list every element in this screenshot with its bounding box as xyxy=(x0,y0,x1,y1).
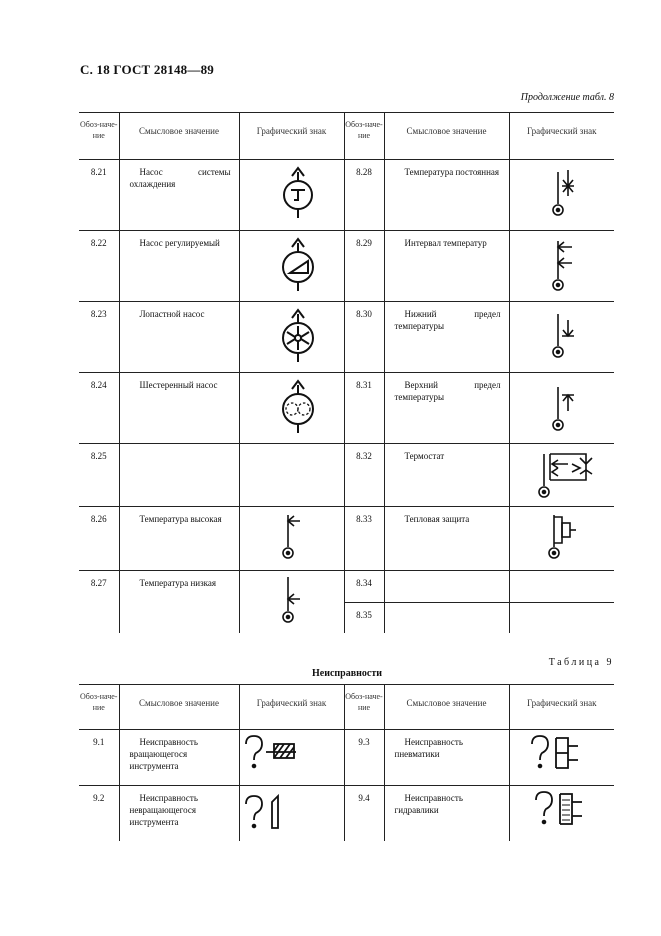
row-meaning: Неисправность невращающегося инструмента xyxy=(119,786,239,842)
row-meaning: Лопастной насос xyxy=(119,302,239,373)
table-9-label: Таблица 9 xyxy=(548,657,614,668)
row-number: 9.1 xyxy=(93,737,105,747)
row-meaning: Температура высокая xyxy=(119,507,239,571)
row-meaning: Неисправность вращающегося инструмента xyxy=(119,730,239,786)
row-number: 8.25 xyxy=(90,451,107,461)
col-header-sign: Графический знак xyxy=(239,685,344,730)
row-number: 9.3 xyxy=(344,730,384,786)
row-number: 8.32 xyxy=(344,444,384,507)
col-header-num: Обоз-наче-ние xyxy=(344,113,384,160)
col-header-sign: Графический знак xyxy=(239,113,344,160)
table-8 xyxy=(79,112,614,633)
temp-upper-limit-icon xyxy=(510,373,615,443)
col-header-meaning: Смысловое значение xyxy=(384,113,509,160)
row-number: 8.34 xyxy=(344,571,384,603)
row-meaning: Шестеренный насос xyxy=(119,373,239,444)
col-header-num: Обоз-наче-ние xyxy=(80,692,118,712)
hydraulics-fault-icon xyxy=(510,786,615,841)
col-header-num: Обоз-наче-ние xyxy=(80,120,118,140)
temp-constant-icon xyxy=(510,160,615,230)
row-number: 8.31 xyxy=(344,373,384,444)
temp-high-icon xyxy=(240,507,345,570)
row-meaning: Тепловая защита xyxy=(384,507,509,571)
row-number: 8.28 xyxy=(344,160,384,231)
table-row xyxy=(79,160,614,231)
rotating-tool-fault-icon xyxy=(240,730,345,785)
row-meaning: Верхний предел температуры xyxy=(384,373,509,444)
col-header-sign: Графический знак xyxy=(509,685,614,730)
nonrotating-tool-fault-icon xyxy=(240,786,345,841)
row-number: 9.4 xyxy=(344,786,384,842)
table-row xyxy=(79,373,614,444)
row-meaning: Термостат xyxy=(384,444,509,507)
row-number: 8.29 xyxy=(344,231,384,302)
row-meaning: Интервал температур xyxy=(384,231,509,302)
pump-adjustable-icon xyxy=(240,231,345,301)
row-meaning: Температура постоянная xyxy=(384,160,509,231)
gear-pump-icon xyxy=(240,373,345,443)
col-header-meaning: Смысловое значение xyxy=(119,113,239,160)
table-continuation-label: Продолжение табл. 8 xyxy=(520,92,614,103)
col-header-meaning: Смысловое значение xyxy=(119,685,239,730)
table-row xyxy=(79,507,614,571)
table-row xyxy=(79,786,614,842)
row-number: 8.30 xyxy=(344,302,384,373)
col-header-sign: Графический знак xyxy=(509,113,614,160)
page-header: С. 18 ГОСТ 28148—89 xyxy=(80,62,214,77)
table-row xyxy=(79,302,614,373)
table-row xyxy=(79,571,614,603)
table-row xyxy=(79,730,614,786)
pump-cooling-icon xyxy=(240,160,345,230)
thermal-protection-icon xyxy=(510,507,615,570)
row-number: 8.24 xyxy=(90,380,107,390)
row-meaning xyxy=(384,603,509,633)
row-meaning: Нижний предел температуры xyxy=(384,302,509,373)
row-number: 8.33 xyxy=(344,507,384,571)
vane-pump-icon xyxy=(240,302,345,372)
row-meaning: Насос системы охлаждения xyxy=(119,160,239,231)
thermostat-icon xyxy=(510,444,615,506)
row-meaning: Температура низкая xyxy=(119,571,239,634)
table-row xyxy=(79,444,614,507)
row-number: 8.27 xyxy=(90,578,107,588)
table-9-title: Неисправности xyxy=(311,668,382,679)
row-number: 9.2 xyxy=(93,793,105,803)
row-meaning xyxy=(119,444,239,507)
col-header-num: Обоз-наче-ние xyxy=(344,685,384,730)
table-row xyxy=(79,231,614,302)
row-number: 8.22 xyxy=(90,238,107,248)
row-number: 8.23 xyxy=(90,309,107,319)
pneumatics-fault-icon xyxy=(510,730,615,785)
row-number: 8.21 xyxy=(90,167,107,177)
row-meaning xyxy=(384,571,509,603)
temp-low-icon xyxy=(240,571,345,633)
row-number: 8.26 xyxy=(90,514,107,524)
temp-interval-icon xyxy=(510,231,615,301)
col-header-meaning: Смысловое значение xyxy=(384,685,509,730)
row-meaning: Насос регулируемый xyxy=(119,231,239,302)
row-meaning: Неисправность гидравлики xyxy=(384,786,509,842)
temp-lower-limit-icon xyxy=(510,302,615,372)
row-meaning: Неисправность пневматики xyxy=(384,730,509,786)
row-number: 8.35 xyxy=(344,603,384,633)
table-9 xyxy=(79,684,614,841)
